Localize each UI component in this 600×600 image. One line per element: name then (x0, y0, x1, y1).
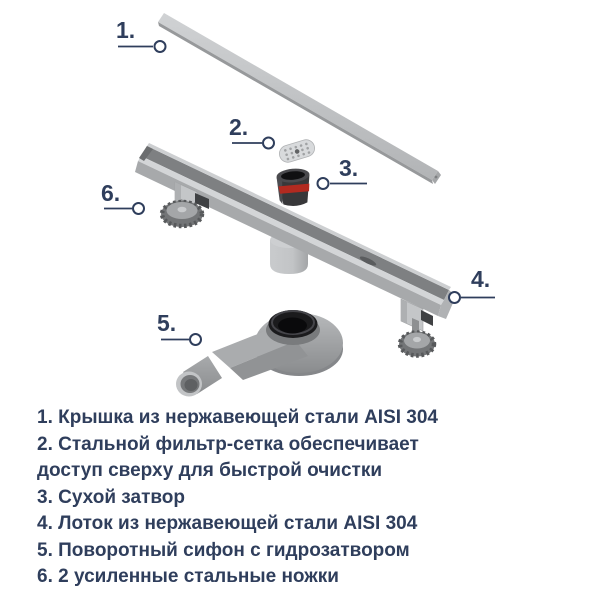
left-leg-foot-hub (178, 207, 187, 213)
dry-trap-illustration (276, 167, 312, 207)
callout-1-circle (155, 41, 166, 52)
filter-mesh-illustration (277, 138, 316, 165)
rotary-siphon-illustration (176, 310, 343, 397)
right-leg-bracket-shade (401, 299, 407, 324)
legend-line-1: 1. Крышка из нержавеющей стали AISI 304 (37, 407, 438, 428)
legend-line-3: 3. Сухой затвор (37, 486, 186, 508)
callout-1-label: 1. (116, 17, 136, 43)
callout-2-circle (263, 138, 274, 149)
callout-4-label: 4. (471, 266, 491, 292)
cover-bar-end-hole (435, 176, 438, 179)
callout-3-circle (318, 178, 329, 189)
legend (37, 405, 438, 591)
callout-6-label: 6. (101, 180, 121, 206)
legend-line-2: 2. Стальной фильтр-сетка обеспечивает (37, 433, 419, 455)
siphon-pipe-inner (185, 379, 198, 391)
legend-line-2-wrap: доступ сверху для быстрой очистки (37, 460, 383, 481)
right-leg-foot-hub (413, 337, 421, 342)
callout-5-label: 5. (157, 310, 177, 336)
callout-5-circle (190, 334, 201, 345)
callout-6-circle (133, 203, 144, 214)
legend-line-4: 4. Лоток из нержавеющей стали AISI 304 (37, 513, 418, 534)
callout-3-label: 3. (339, 155, 359, 181)
legend-line-5: 5. Поворотный сифон с гидрозатвором (37, 539, 410, 561)
callout-4-circle (449, 292, 460, 303)
callout-2-label: 2. (229, 114, 249, 140)
legend-line-6: 6. 2 усиленные стальные ножки (37, 566, 339, 587)
siphon-seal-hole (278, 318, 307, 334)
